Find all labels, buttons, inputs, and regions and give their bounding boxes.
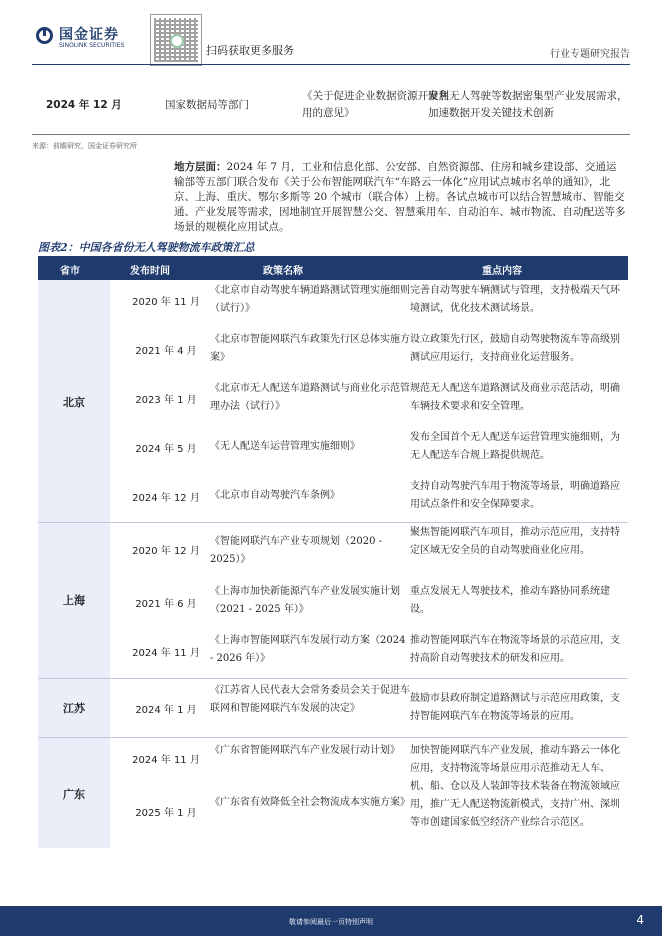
row-date: 2020 年 11 月: [132, 297, 200, 308]
row-policy: 《广东省有效降低全社会物流成本实施方案》: [210, 797, 410, 808]
table-row: [110, 632, 628, 672]
group-divider: [38, 737, 628, 738]
province-beijing: 北京: [63, 396, 85, 409]
row-focus: 规范无人配送车道路测试及商业示范活动，明确车辆技术要求和安全管理。: [410, 383, 620, 412]
row-policy: 《北京市自动驾驶车辆道路测试管理实施细则（试行）》: [210, 285, 410, 314]
row-focus: 完善自动驾驶车辆测试与管理，支持极端天气环境测试，优化技术测试场景。: [410, 285, 620, 314]
row-policy: 《智能网联汽车产业专项规划（2020 - 2025）》: [210, 536, 383, 565]
table-header: [38, 256, 628, 280]
row-date: 2025 年 1 月: [135, 808, 197, 819]
table-bottom-rule: [32, 134, 630, 135]
header-date: 发布时间: [130, 266, 170, 277]
row-policy: 《北京市无人配送车道路测试与商业化示范管理办法（试行）》: [210, 383, 410, 412]
row-date: 2021 年 6 月: [135, 599, 197, 610]
table-row: [110, 429, 628, 469]
row-policy: 《北京市智能网联汽车政策先行区总体实施方案》: [210, 334, 410, 363]
prev-row-date: 2024 年 12 月: [46, 99, 122, 111]
row-date: 2024 年 12 月: [132, 493, 200, 504]
row-policy: 《江苏省人民代表大会常务委员会关于促进车联网和智能网联汽车发展的决定》: [210, 685, 410, 714]
previous-table-row: [32, 84, 630, 128]
province-shanghai: 上海: [63, 594, 85, 607]
header-province: 省市: [60, 266, 80, 277]
table-row: [110, 478, 628, 518]
header-policy: 政策名称: [263, 266, 303, 277]
prev-row-focus: 聚焦无人驾驶等数据密集型产业发展需求，加速数据开发关键技术创新: [428, 90, 628, 119]
page-header: [0, 0, 662, 72]
row-policy: 《上海市加快新能源汽车产业发展实施计划（2021 - 2025 年）》: [210, 586, 400, 615]
table-row: [110, 583, 628, 623]
header-focus: 重点内容: [482, 266, 522, 277]
policy-table: [38, 256, 628, 828]
row-date: 2024 年 5 月: [135, 444, 197, 455]
qr-code-icon[interactable]: [150, 14, 202, 66]
footer-disclaimer[interactable]: 敬请参阅最后一页特别声明: [289, 918, 373, 926]
source-note: 来源：前瞻研究，国金证券研究所: [32, 142, 137, 150]
row-focus: 重点发展无人驾驶技术，推动车路协同系统建设。: [410, 586, 610, 615]
header-divider: [32, 64, 630, 65]
paragraph-lead: 地方层面：: [174, 161, 227, 173]
logo-english-name: SINOLINK SECURITIES: [59, 42, 125, 49]
row-policy: 《北京市自动驾驶汽车条例》: [210, 490, 340, 501]
table-row: [110, 682, 628, 736]
row-date: 2024 年 1 月: [135, 705, 197, 716]
shared-focus-row: [110, 742, 628, 848]
row-policy: 《上海市智能网联汽车发展行动方案（2024 - 2026 年）》: [210, 635, 406, 664]
row-policy: 《广东省智能网联汽车产业发展行动计划》: [210, 745, 400, 756]
logo-name: 国金证券: [59, 27, 119, 43]
province-jiangsu: 江苏: [63, 702, 85, 715]
province-guangdong: 广东: [63, 788, 85, 801]
company-logo: [36, 26, 132, 48]
row-focus: 鼓励市县政府制定道路测试与示范应用政策，支持智能网联汽车在物流等场景的应用。: [410, 693, 620, 722]
logo-mark-icon: [36, 27, 53, 44]
row-policy: 《无人配送车运营管理实施细则》: [210, 441, 360, 452]
paragraph-body: 2024 年 7 月，工业和信息化部、公安部、自然资源部、住房和城乡建设部、交通运输部等五部门联合发布《关于公布智能网联汽车“车路云一体化”应用试点城市名单的通知》，北京、上海、重庆、鄂尔多斯等 20 个城市（联合体）上榜。各试点城市可以结合智慧城市、智能交通、产业发展等需求，因地制宜开展智慧公交、智慧乘用车、自动泊车、城市物流、自动配送等多场景的规模化应用试点。: [174, 161, 626, 233]
table-row: [110, 380, 628, 420]
row-focus: 推动智能网联汽车在物流等场景的示范应用，支持高阶自动驾驶技术的研发和应用。: [410, 635, 620, 664]
row-date: 2020 年 12 月: [132, 546, 200, 557]
row-focus: 加快智能网联汽车产业发展，推动车路云一体化应用，支持物流等场景应用示范推动无人车、机、船、仓以及人装卸等技术装备在物流领域应用，推广无人配送物流新模式，支持广州、深圳等市创建国家低空经济产业综合示范区。: [410, 745, 620, 828]
row-date: 2024 年 11 月: [132, 648, 200, 659]
row-focus: 聚焦智能网联汽车项目，推动示范应用，支持特定区域无安全员的自动驾驶商业化应用。: [410, 527, 620, 556]
row-date: 2023 年 1 月: [135, 395, 197, 406]
page-number: 4: [636, 913, 644, 927]
table-row: [110, 331, 628, 371]
row-focus: 发布全国首个无人配送车运营管理实施细则，为无人配送车合规上路提供规范。: [410, 432, 620, 461]
report-type: 行业专题研究报告: [550, 49, 630, 60]
scan-hint: 扫码获取更多服务: [206, 44, 294, 57]
prev-row-dept: 国家数据局等部门: [165, 99, 249, 111]
table-row: [110, 282, 628, 322]
group-divider: [38, 522, 628, 523]
page-footer: [0, 906, 662, 936]
row-focus: 支持自动驾驶汽车用于物流等场景，明确道路应用试点条件和安全保障要求。: [410, 481, 620, 510]
prev-row-policy: 《关于促进企业数据资源开发利用的意见》: [302, 90, 449, 119]
row-date: 2024 年 11 月: [132, 755, 200, 766]
table-row: [110, 524, 628, 578]
body-paragraph: [174, 160, 626, 235]
row-focus: 设立政策先行区，鼓励自动驾驶物流车等高级别测试应用运行，支持商业化运营服务。: [410, 334, 620, 363]
group-divider: [38, 678, 628, 679]
figure-title: 图表2：中国各省份无人驾驶物流车政策汇总: [38, 241, 255, 254]
row-date: 2021 年 4 月: [135, 346, 197, 357]
